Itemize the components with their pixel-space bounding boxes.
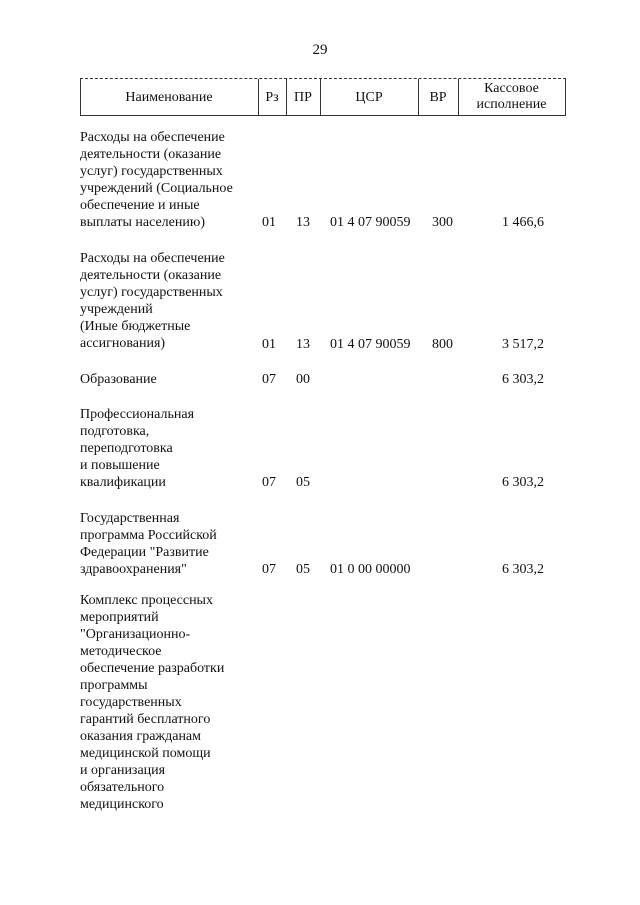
row-csr: 01 4 07 90059 [330, 337, 411, 352]
row-pr: 13 [296, 215, 310, 230]
header-name: Наименование [125, 90, 213, 105]
row-pr: 13 [296, 337, 310, 352]
row-name: Расходы на обеспечение деятельности (оказание услуг) государственных учреждений (Социальное обеспечение и иные выплаты населению) [80, 130, 233, 230]
header-rz: Рз [265, 90, 279, 105]
row-pr: 05 [296, 562, 310, 577]
row-name: Профессиональная подготовка, переподготовка и повышение квалификации [80, 407, 195, 490]
header-vr: ВР [429, 90, 447, 105]
row-name: Образование [80, 372, 157, 387]
row-pr: 00 [296, 372, 310, 387]
row-rz: 01 [262, 215, 276, 230]
header-amount: Кассовое исполнение [476, 81, 547, 112]
header-csr: ЦСР [355, 90, 383, 105]
row-csr: 01 0 00 00000 [330, 562, 411, 577]
row-name: Государственная программа Российской Федерации "Развитие здравоохранения" [80, 511, 217, 577]
row-rz: 01 [262, 337, 276, 352]
row-amount: 3 517,2 [502, 337, 544, 352]
row-rz: 07 [262, 562, 276, 577]
row-name: Расходы на обеспечение деятельности (оказание услуг) государственных учреждений (Иные бюджетные ассигнования) [80, 251, 225, 351]
row-amount: 6 303,2 [502, 372, 544, 387]
row-amount: 6 303,2 [502, 475, 544, 490]
row-vr: 800 [432, 337, 453, 352]
row-csr: 01 4 07 90059 [330, 215, 411, 230]
row-pr: 05 [296, 475, 310, 490]
page-number: 29 [312, 42, 328, 58]
table-header [80, 78, 566, 116]
row-amount: 1 466,6 [502, 215, 544, 230]
row-rz: 07 [262, 475, 276, 490]
row-rz: 07 [262, 372, 276, 387]
row-amount: 6 303,2 [502, 562, 544, 577]
header-pr: ПР [294, 90, 312, 105]
row-vr: 300 [432, 215, 453, 230]
row-name: Комплекс процессных мероприятий "Организационно- методическое обеспечение разработки программы государственных гарантий бесплатного оказания гражданам медицинской помощи и организация обязательного медицинского [80, 593, 225, 812]
